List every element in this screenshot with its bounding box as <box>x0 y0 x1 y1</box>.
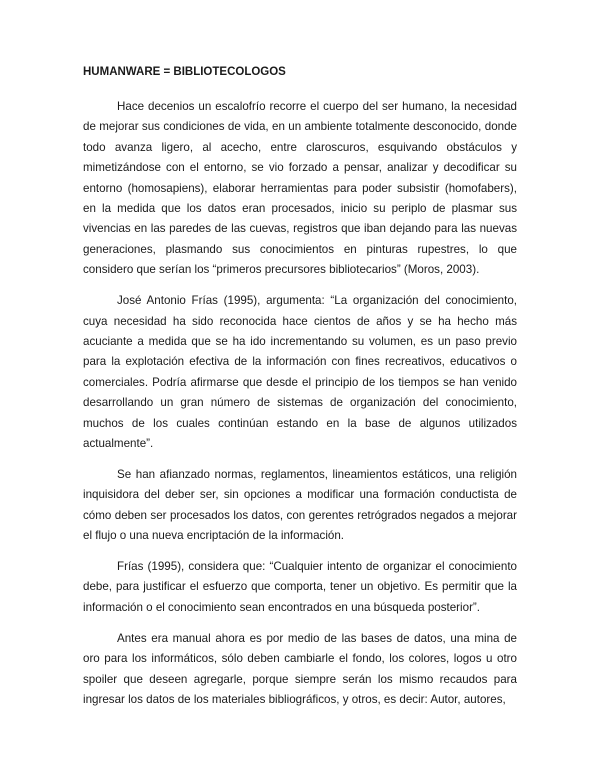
document-body <box>83 97 517 721</box>
paragraph: Antes era manual ahora es por medio de las bases de datos, una mina de oro para los informáticos, sólo deben cambiarle el fondo, los colores, logos u otro spoiler que deseen agregarle, porque siempre serán los mismo recaudos para ingresar los datos de los materiales bibliográficos, y otros, es decir: Autor, autores, <box>83 631 517 706</box>
document-title: HUMANWARE = BIBLIOTECOLOGOS <box>83 66 286 78</box>
paragraph: Frías (1995), considera que: “Cualquier intento de organizar el conocimiento debe, para justificar el esfuerzo que comporta, tener un objetivo. Es permitir que la información o el conocimiento sean encontrados en una búsqueda posterior”. <box>83 560 517 614</box>
paragraph: Se han afianzado normas, reglamentos, lineamientos estáticos, una religión inquisidora del deber ser, sin opciones a modificar una formación conductista de cómo deben ser procesados los datos, con gerentes retrógrados negados a mejorar el flujo o una nueva encriptación de la información. <box>83 467 517 543</box>
paragraph: José Antonio Frías (1995), argumenta: “La organización del conocimiento, cuya necesidad ha sido reconocida hace cientos de años y se ha hecho más acuciante a medida que se ha ido incrementando su volumen, es un paso previo para la explotación efectiva de la información con fines recreativos, educativos o comerciales. Podría afirmarse que desde el principio de los tiempos se han venido desarrollando un gran número de sistemas de organización del conocimiento, muchos de los cuales continúan estando en la base de algunos utilizados actualmente”. <box>83 294 517 450</box>
paragraph: Hace decenios un escalofrío recorre el cuerpo del ser humano, la necesidad de mejorar sus condiciones de vida, en un ambiente totalmente desconocido, donde todo avanza ligero, al acecho, entre claroscuros, esquivando obstáculos y mimetizándose con el entorno, se vio forzado a pensar, analizar y decodificar su entorno (homosapiens), elaborar herramientas para poder subsistir (homofabers), en la medida que los datos eran procesados, inicio su periplo de plasmar sus vivencias en las paredes de las cuevas, registros que iban dejando para las nuevas generaciones, plasmando sus conocimientos en pinturas rupestres, lo que considero que serían los “primeros precursores bibliotecarios” (Moros, 2003). <box>83 100 517 277</box>
